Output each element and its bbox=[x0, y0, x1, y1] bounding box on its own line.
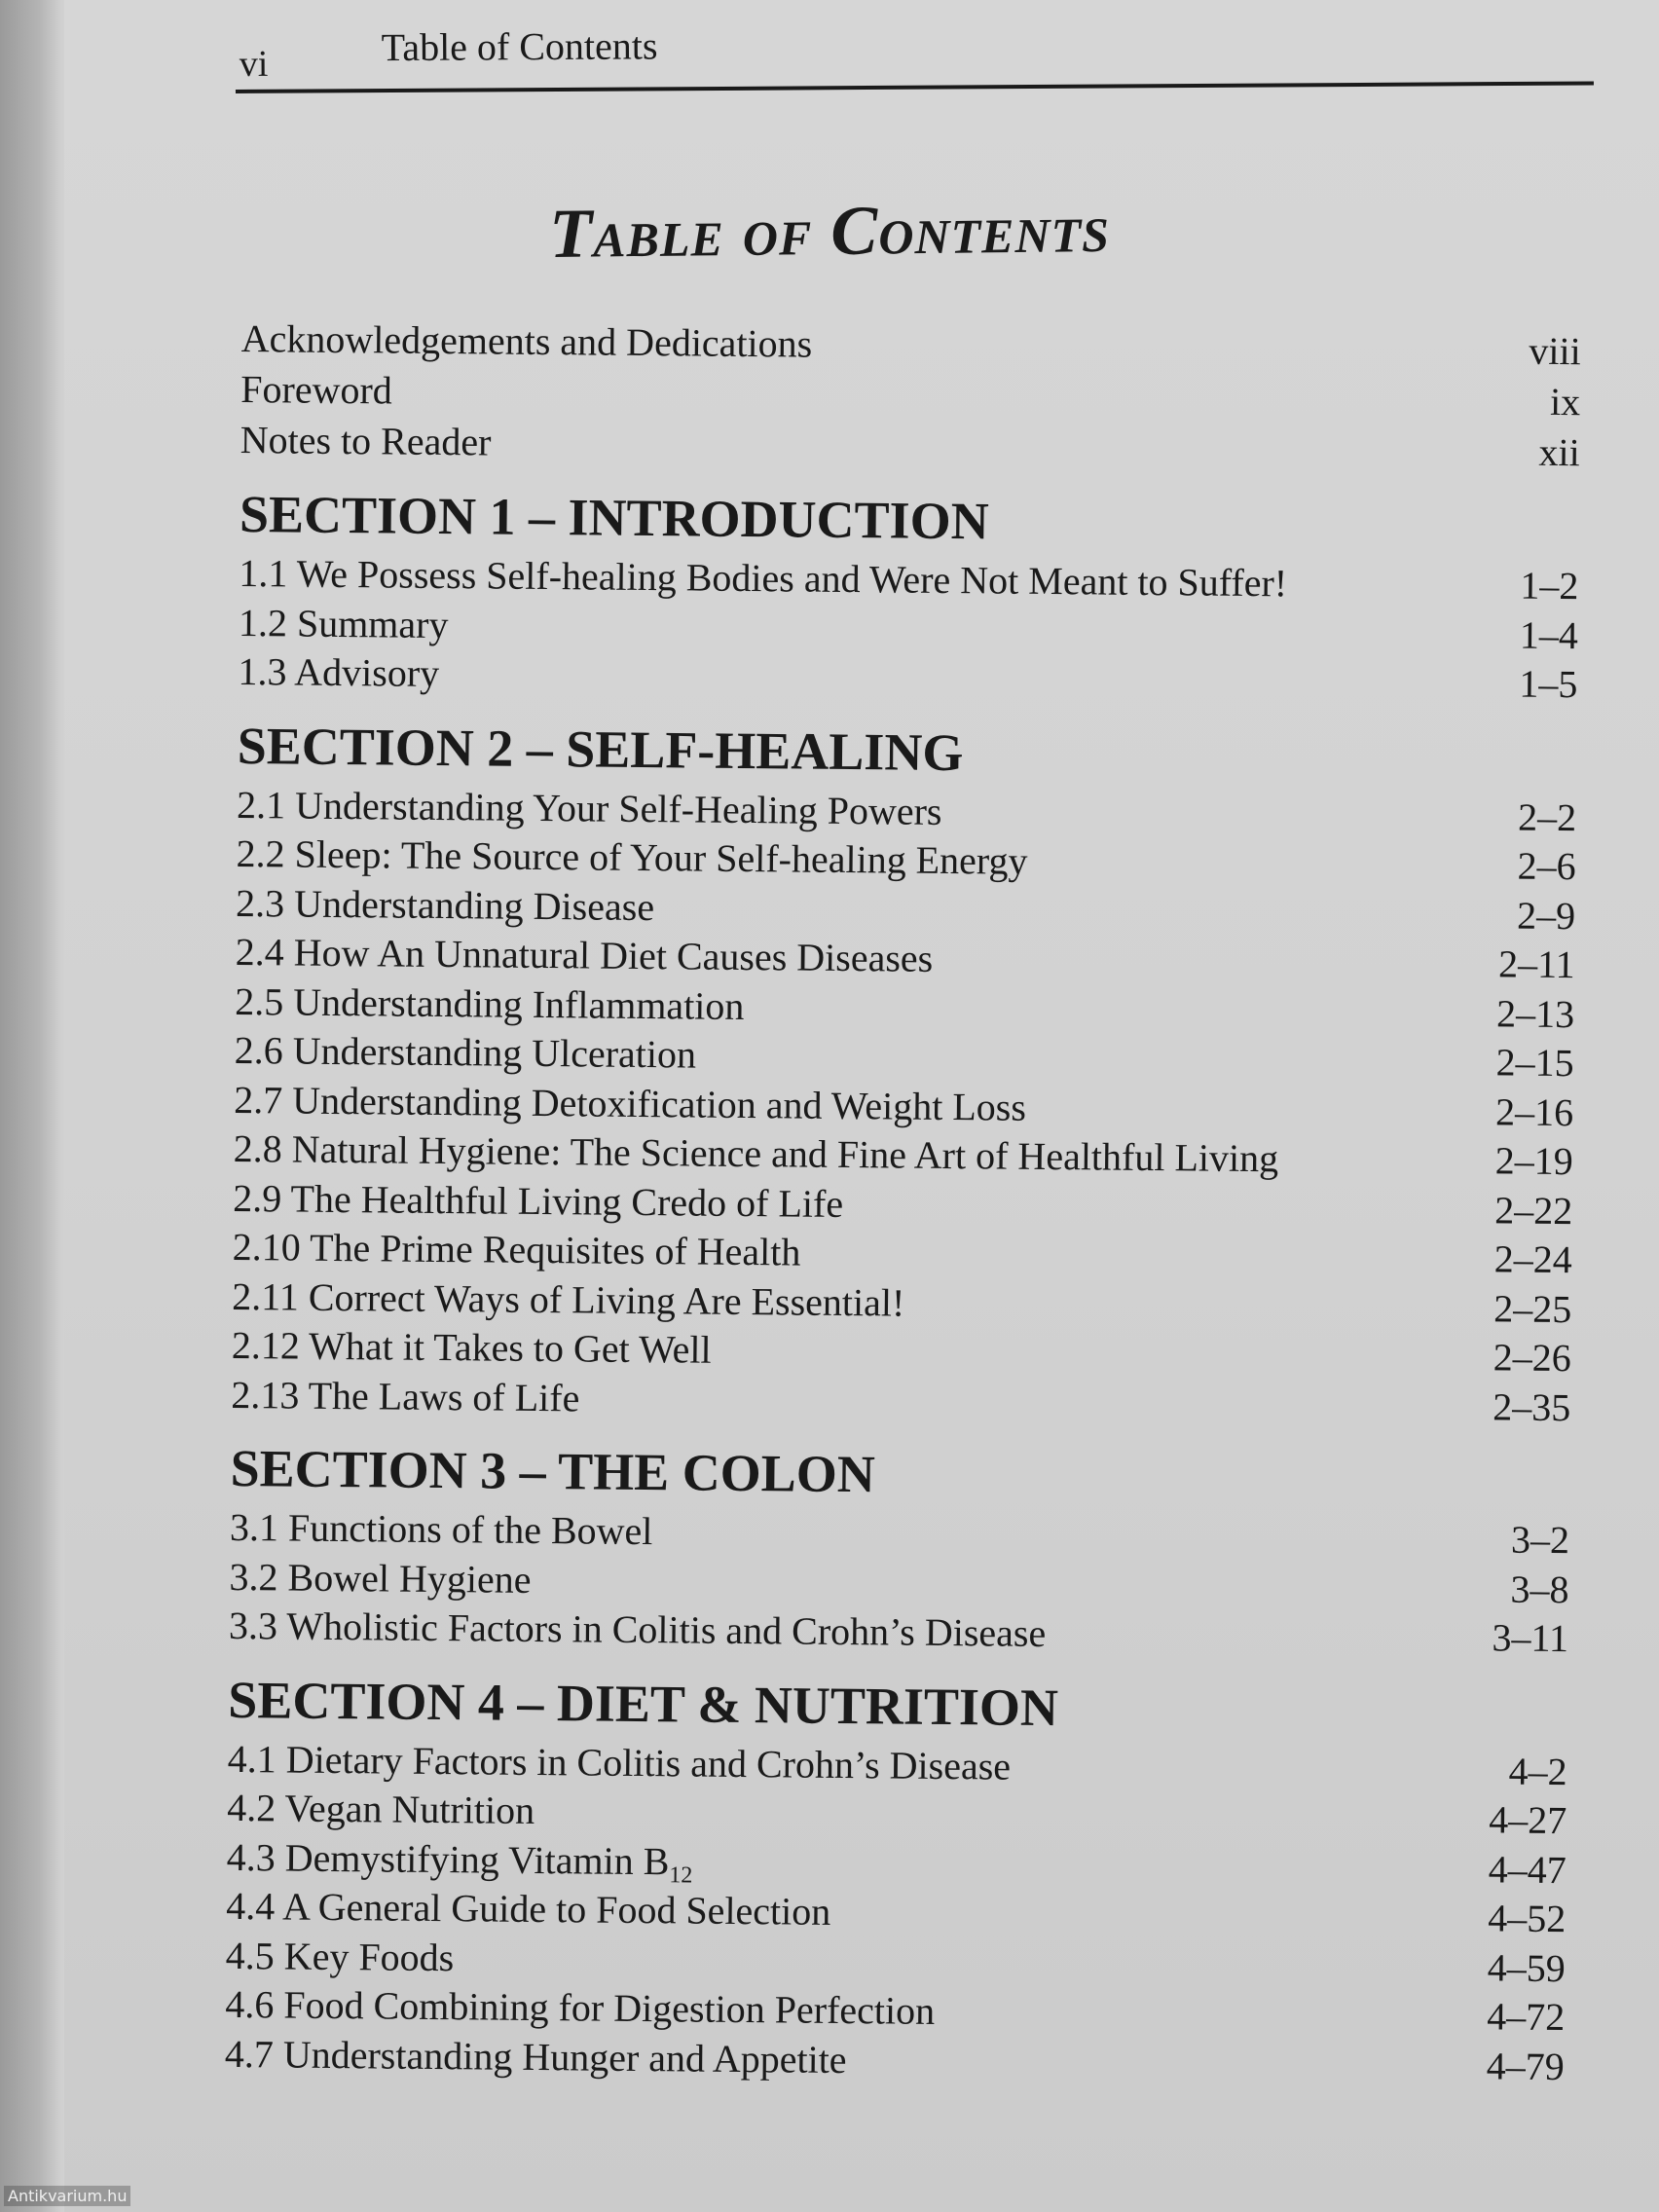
toc-entry-label: 4.5 Key Foods bbox=[225, 1933, 455, 1979]
running-title: Table of Contents bbox=[381, 23, 658, 70]
toc-entry-label: 4.1 Dietary Factors in Colitis and Crohn’s Disease bbox=[227, 1736, 1012, 1788]
toc-entry-page: 2–2 bbox=[1517, 794, 1577, 839]
toc-entry-page: 4–52 bbox=[1488, 1896, 1567, 1941]
running-header bbox=[236, 13, 1594, 93]
front-matter bbox=[240, 313, 1581, 478]
toc-entry-page: 2–11 bbox=[1497, 941, 1575, 987]
toc-entry-page: 4–72 bbox=[1487, 1994, 1566, 2040]
toc-entry-page: 1–4 bbox=[1519, 612, 1579, 657]
toc-entry-label: 4.7 Understanding Hunger and Appetite bbox=[224, 2031, 847, 2082]
toc-entry-page: 2–6 bbox=[1517, 843, 1576, 889]
toc-entry-page: 4–59 bbox=[1487, 1944, 1566, 1990]
toc-entry-label: 1.2 Summary bbox=[238, 600, 449, 646]
toc-entry-label: 3.1 Functions of the Bowel bbox=[229, 1504, 653, 1554]
section-heading: SECTION 4 – DIET & NUTRITION bbox=[228, 1670, 1059, 1737]
section-3 bbox=[229, 1433, 1570, 1664]
toc-entry-label: 2.2 Sleep: The Source of Your Self-healing Energy bbox=[236, 830, 1028, 883]
toc-entry-label: 4.4 A General Guide to Food Selection bbox=[226, 1883, 831, 1934]
toc-entry-label: 2.5 Understanding Inflammation bbox=[235, 978, 745, 1028]
toc-entry-page: 4–2 bbox=[1508, 1749, 1567, 1793]
section-2 bbox=[231, 710, 1577, 1432]
toc-entry-label: 3.2 Bowel Hygiene bbox=[229, 1554, 532, 1602]
toc-entry-page: 2–26 bbox=[1493, 1335, 1571, 1381]
toc-entry-page: 2–15 bbox=[1495, 1040, 1574, 1086]
toc-entry-label: 2.6 Understanding Ulceration bbox=[234, 1027, 697, 1077]
toc-entry-label: 4.6 Food Combining for Digestion Perfection bbox=[225, 1981, 936, 2033]
subscript: 12 bbox=[669, 1862, 693, 1889]
toc-entry-page: 2–9 bbox=[1516, 893, 1576, 938]
toc-entry-label: 3.3 Wholistic Factors in Colitis and Crohn’s Disease bbox=[228, 1603, 1047, 1655]
toc-entry-label: Foreword bbox=[240, 366, 392, 413]
site-watermark: Antikvarium.hu bbox=[4, 2186, 130, 2206]
toc-entry-page: 2–22 bbox=[1494, 1187, 1573, 1233]
toc-entry-label: Notes to Reader bbox=[240, 417, 492, 464]
toc-entry-label: 2.1 Understanding Your Self-Healing Powers bbox=[236, 782, 942, 833]
table-of-contents bbox=[225, 313, 1581, 2091]
section-heading: SECTION 2 – SELF-HEALING bbox=[237, 716, 964, 782]
toc-entry-page: viii bbox=[1529, 328, 1581, 374]
section-4 bbox=[225, 1664, 1568, 2091]
toc-entry-page: 2–35 bbox=[1493, 1383, 1571, 1429]
toc-entry-label-text: 4.3 Demystifying Vitamin B bbox=[226, 1834, 670, 1883]
toc-entry-page: 2–16 bbox=[1494, 1088, 1574, 1134]
toc-entry-page: ix bbox=[1549, 379, 1581, 424]
page-title: Table of Contents bbox=[548, 188, 1111, 274]
toc-entry-page: 3–11 bbox=[1492, 1615, 1569, 1661]
toc-entry-page: 2–24 bbox=[1493, 1236, 1572, 1282]
toc-entry-label: 1.3 Advisory bbox=[238, 648, 440, 695]
toc-entry-label: 2.3 Understanding Disease bbox=[235, 880, 655, 929]
toc-entry-page: xii bbox=[1538, 429, 1580, 475]
toc-entry-page: 3–8 bbox=[1510, 1567, 1569, 1611]
toc-entry-label: 2.12 What it Takes to Get Well bbox=[231, 1322, 712, 1372]
section-heading: SECTION 3 – THE COLON bbox=[230, 1438, 876, 1504]
toc-entry-page: 3–2 bbox=[1510, 1517, 1570, 1563]
toc-entry-label: 2.7 Understanding Detoxification and Weight Loss bbox=[234, 1077, 1027, 1129]
toc-entry-label: 2.4 How An Unnatural Diet Causes Diseases bbox=[235, 929, 934, 980]
toc-entry-page: 1–5 bbox=[1519, 661, 1578, 707]
section-1 bbox=[238, 479, 1579, 710]
toc-entry-label: 2.9 The Healthful Living Credo of Life bbox=[233, 1175, 844, 1226]
toc-entry-label: 2.11 Correct Ways of Living Are Essential! bbox=[232, 1273, 905, 1325]
toc-entry-label: 2.10 The Prime Requisites of Health bbox=[232, 1224, 801, 1274]
toc-entry-page: 2–13 bbox=[1495, 990, 1575, 1036]
toc-entry-page: 4–47 bbox=[1488, 1846, 1567, 1892]
toc-entry-label: Acknowledgements and Dedications bbox=[240, 315, 813, 366]
toc-entry-label: 1.1 We Possess Self-healing Bodies and Were Not Meant to Suffer! bbox=[239, 550, 1288, 606]
toc-entry-label: 4.2 Vegan Nutrition bbox=[227, 1785, 535, 1832]
toc-entry-page: 2–25 bbox=[1493, 1285, 1572, 1331]
toc-entry-label: 2.8 Natural Hygiene: The Science and Fine Art of Healthful Living bbox=[233, 1125, 1279, 1181]
toc-entry-label: 2.13 The Laws of Life bbox=[231, 1372, 580, 1419]
toc-entry-page: 2–19 bbox=[1494, 1138, 1573, 1184]
toc-entry-page: 4–27 bbox=[1488, 1797, 1567, 1843]
section-heading: SECTION 1 – INTRODUCTION bbox=[239, 484, 989, 551]
toc-entry-page: 4–79 bbox=[1486, 2043, 1565, 2088]
toc-entry-page: 1–2 bbox=[1520, 563, 1579, 608]
page-folio: vi bbox=[239, 43, 269, 85]
